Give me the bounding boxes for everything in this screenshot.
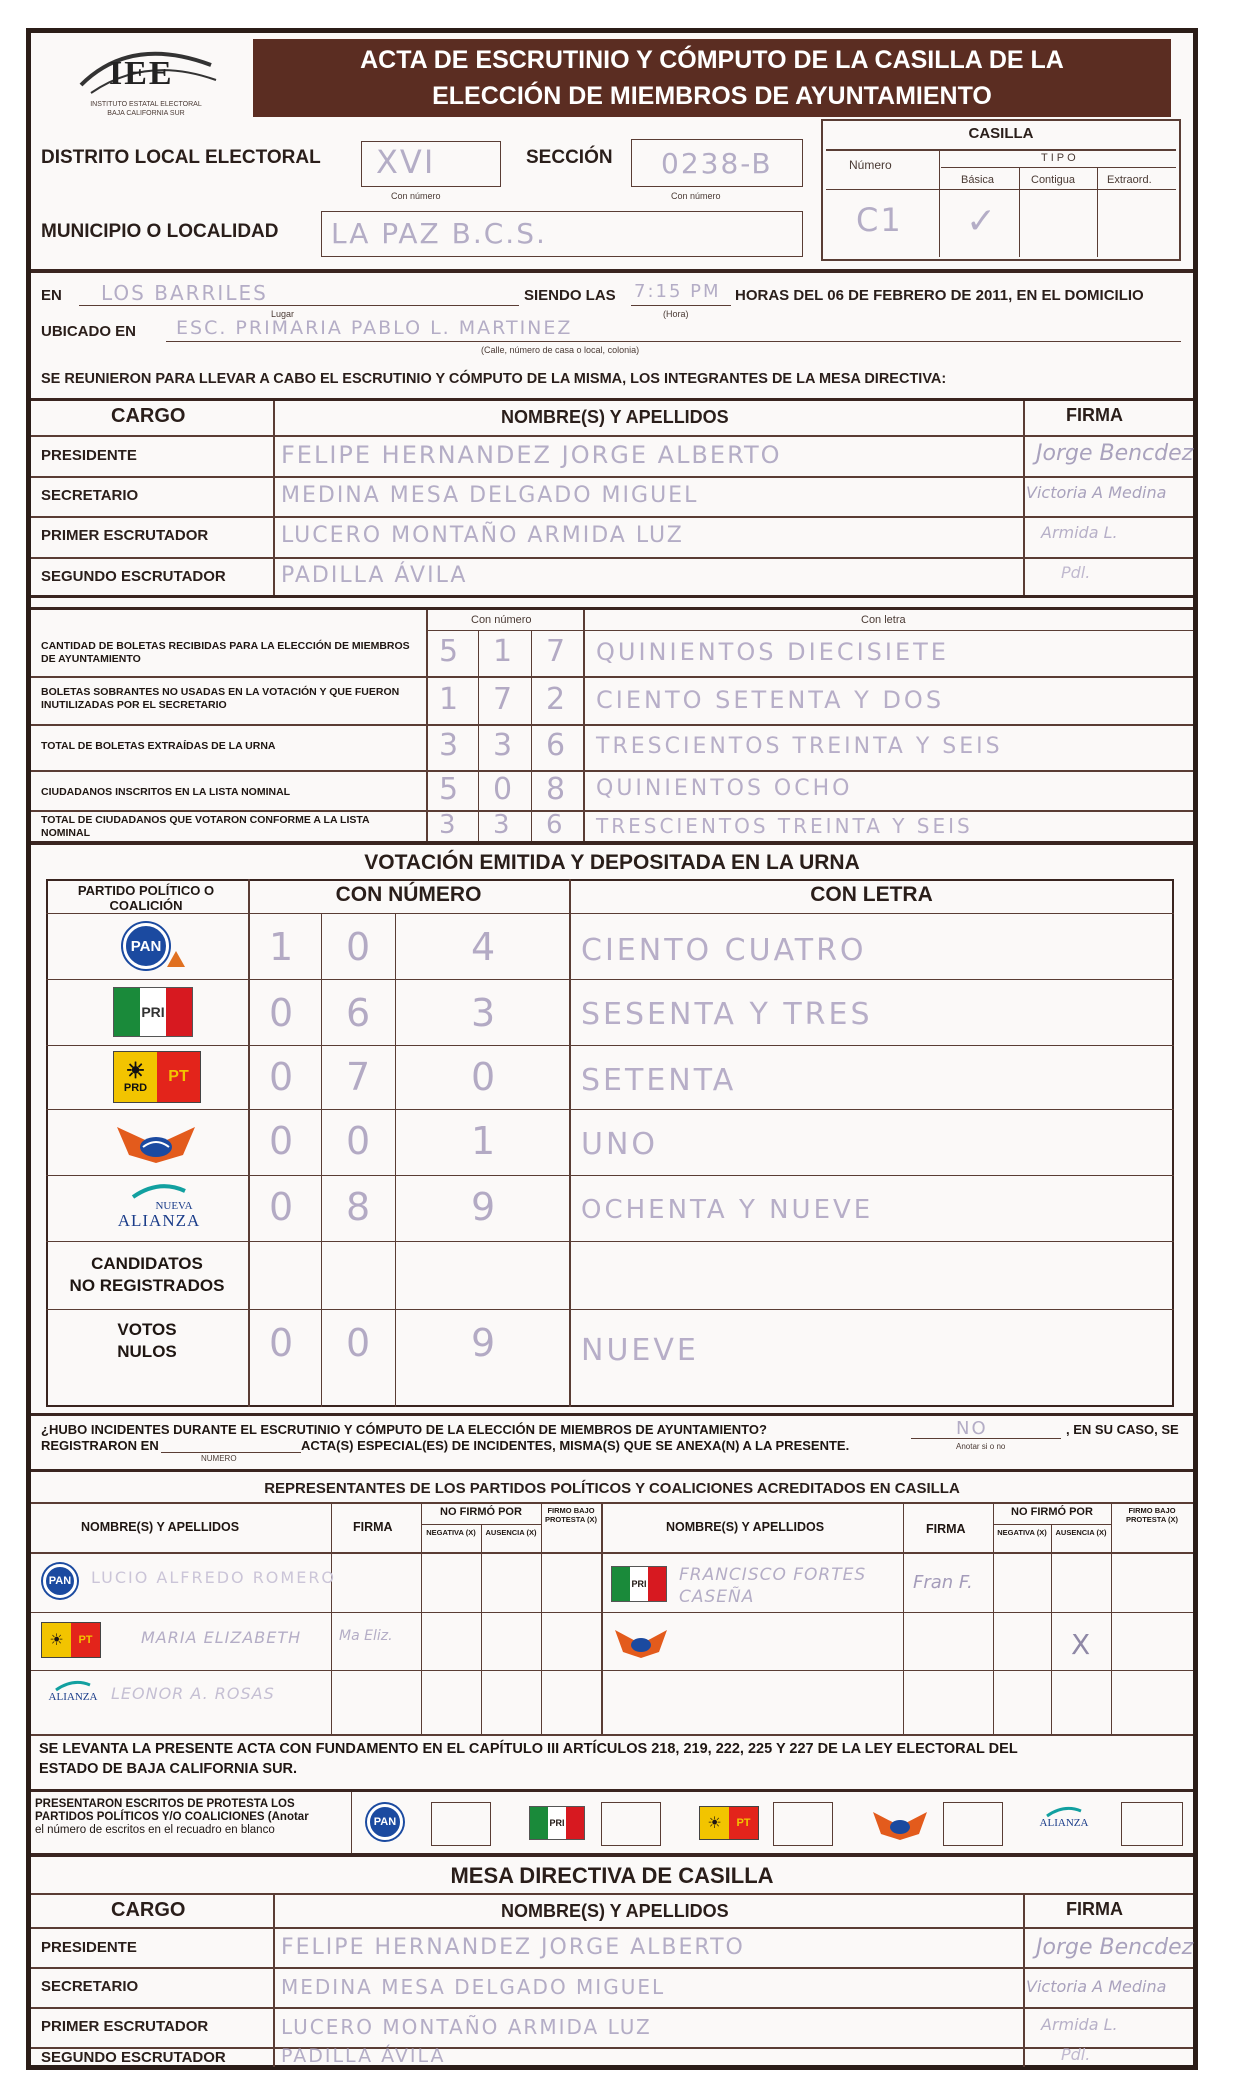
representantes-section	[31, 1469, 1193, 1739]
prd-pt-logo	[113, 1051, 201, 1103]
domicilio-value: ESC. PRIMARIA PABLO L. MARTINEZ	[176, 317, 573, 339]
mesa-top-cargo-2: PRIMER ESCRUTADOR	[41, 527, 209, 544]
nulos-label	[46, 1319, 248, 1363]
vot-d-0-2: 4	[471, 925, 496, 969]
mesa-bottom-cargo-header: CARGO	[111, 1899, 186, 1921]
rep-nofirmo-header-left: NO FIRMÓ POR	[440, 1506, 522, 1518]
rep-negativa-right: NEGATIVA (X)	[997, 1528, 1047, 1537]
mesa-bottom-name-0: FELIPE HERNANDEZ JORGE ALBERTO	[281, 1935, 745, 1960]
boletas-d-0-2: 7	[546, 634, 566, 669]
rep-nofirmo-header-right: NO FIRMÓ POR	[1011, 1506, 1093, 1518]
vot-d-3-2: 1	[471, 1119, 496, 1163]
seccion-label: SECCIÓN	[526, 147, 613, 168]
boletas-rule-head	[426, 630, 1193, 631]
mesa-bottom-name-2: LUCERO MONTAÑO ARMIDA LUZ	[281, 2015, 652, 2039]
rule-after-ids	[31, 269, 1193, 273]
vot-word-3: UNO	[581, 1127, 659, 1162]
lugar-value: LOS BARRILES	[101, 281, 268, 305]
rep-ausencia-right: AUSENCIA (X)	[1055, 1528, 1107, 1537]
protesta-line-3: el número de escritos en el recuadro en blanco	[35, 1824, 275, 1836]
boletas-con-numero: Con número	[471, 614, 532, 626]
mesa-top-row-1	[31, 476, 1193, 478]
boletas-d-1-1: 7	[493, 682, 513, 717]
boletas-word-2: TRESCIENTOS TREINTA Y SEIS	[596, 734, 1003, 759]
vot-row-6	[46, 1309, 1174, 1310]
rep-col-9	[1111, 1502, 1112, 1734]
protesta-pan-text: PAN	[373, 1816, 397, 1828]
vot-word-1: SESENTA Y TRES	[581, 997, 873, 1032]
vot-row-4	[46, 1175, 1174, 1176]
vot-d-3-1: 0	[346, 1119, 371, 1163]
mesa-bottom-nombres-header: NOMBRE(S) Y APELLIDOS	[501, 1901, 729, 1921]
mesa-top-cargo-3: SEGUNDO ESCRUTADOR	[41, 568, 226, 585]
vot-word-0: CIENTO CUATRO	[581, 933, 867, 968]
vot-row-1	[46, 979, 1174, 980]
incidentes-section	[31, 1413, 1193, 1469]
mesa-top-nombres-header: NOMBRE(S) Y APELLIDOS	[501, 407, 729, 427]
incidentes-anotar-caption: Anotar si o no	[956, 1442, 1006, 1451]
candidatos-line-2: NO REGISTRADOS	[69, 1276, 225, 1295]
boletas-con-letra: Con letra	[861, 614, 906, 626]
boletas-d-0-1: 1	[493, 634, 513, 669]
rep-prdpt-logo	[41, 1622, 101, 1658]
boletas-label-4: TOTAL DE CIUDADANOS QUE VOTARON CONFORME A LA LISTA NOMINAL	[41, 814, 370, 839]
rep-prd-sun-icon: ☀	[42, 1623, 71, 1657]
rep-col-6	[903, 1502, 904, 1734]
rep-left-name-1: MARIA ELIZABETH	[141, 1628, 302, 1647]
vot-word-4: OCHENTA Y NUEVE	[581, 1195, 874, 1225]
iee-logo	[71, 45, 221, 125]
rep-nombres-header-left: NOMBRE(S) Y APELLIDOS	[81, 1520, 240, 1534]
vot-d-6-0: 0	[269, 1321, 294, 1365]
boletas-label-2: TOTAL DE BOLETAS EXTRAÍDAS DE LA URNA	[41, 740, 276, 752]
mesa-bottom-row-0	[31, 1927, 1193, 1929]
title-banner	[253, 39, 1171, 117]
pt-logo-text: PT	[168, 1068, 189, 1085]
boletas-label-3: CIUDADANOS INSCRITOS EN LA LISTA NOMINAL	[41, 786, 291, 798]
incidentes-numero-line	[161, 1452, 301, 1453]
mesa-bottom-title: MESA DIRECTIVA DE CASILLA	[450, 1863, 774, 1888]
rep-nueva-logo	[41, 1680, 105, 1720]
rep-rule-bottom	[31, 1734, 1193, 1736]
boletas-word-1: CIENTO SETENTA Y DOS	[596, 686, 945, 714]
rep-rule-nofirmo-r	[993, 1524, 1111, 1525]
protesta-line-2: PARTIDOS POLÍTICOS Y/O COALICIONES (Anotar	[35, 1811, 309, 1823]
basica-label: Básica	[961, 174, 995, 186]
mesa-bottom-col-2	[1023, 1893, 1025, 2067]
incidentes-line-1: ¿HUBO INCIDENTES DURANTE EL ESCRUTINIO Y CÓMPUTO DE LA ELECCIÓN DE MIEMBROS DE AYUNTAMIENTO?	[41, 1422, 767, 1437]
rep-firmo-bajo-left: FIRMO BAJO PROTESTA (X)	[544, 1506, 598, 1524]
rep-col-3	[481, 1524, 482, 1734]
protesta-prdpt-box[interactable]	[773, 1802, 833, 1846]
protesta-line-1: PRESENTARON ESCRITOS DE PROTESTA LOS	[35, 1798, 295, 1810]
boletas-d-0-0: 5	[439, 634, 459, 669]
mesa-bottom-section	[31, 1859, 1193, 2067]
en-label: EN	[41, 287, 62, 304]
vot-d-2-2: 0	[471, 1055, 496, 1099]
numero-label: Número	[849, 158, 892, 172]
nueva-alianza-logo	[109, 1183, 209, 1235]
protesta-prd-sun-icon: ☀	[700, 1807, 729, 1839]
seccion-con-numero: Con número	[671, 191, 721, 201]
casilla-label: CASILLA	[968, 125, 1034, 142]
iee-caption-2: BAJA CALIFORNIA SUR	[107, 110, 185, 117]
votacion-title: VOTACIÓN EMITIDA Y DEPOSITADA EN LA URNA	[364, 851, 860, 874]
domicilio-caption: (Calle, número de casa o local, colonia)	[481, 345, 640, 355]
rep-left-firma-1: Ma Eliz.	[339, 1628, 393, 1644]
nulos-line-1: VOTOS	[117, 1320, 177, 1339]
encuentro-logo	[113, 1117, 199, 1167]
boletas-d-4-2: 6	[546, 810, 563, 840]
rep-ausencia-left: AUSENCIA (X)	[485, 1528, 537, 1537]
nulos-line-2: NULOS	[117, 1342, 177, 1361]
boletas-d-3-0: 5	[439, 772, 459, 807]
casilla-col-3	[1097, 167, 1098, 257]
mesa-top-firma-2: Armida L.	[1041, 523, 1118, 542]
prd-logo-text: PRD	[123, 1082, 148, 1094]
distrito-con-numero: Con número	[391, 191, 441, 201]
rep-col-4	[541, 1502, 542, 1734]
rep-firma-header-right: FIRMA	[926, 1522, 966, 1536]
vot-d-1-1: 6	[346, 991, 371, 1035]
vot-row-5	[46, 1241, 1174, 1242]
boletas-row-3	[31, 770, 1193, 772]
boletas-word-3: QUINIENTOS OCHO	[596, 776, 853, 801]
pan-logo-text: PAN	[130, 937, 162, 955]
vot-d-4-0: 0	[269, 1185, 294, 1229]
rep-col-1	[331, 1502, 332, 1734]
basica-check: ✓	[966, 201, 999, 242]
protesta-pri-text: PRI	[549, 1818, 565, 1828]
protesta-nueva-text: ALIANZA	[1039, 1817, 1089, 1829]
iee-caption-1: INSTITUTO ESTATAL ELECTORAL	[90, 101, 202, 108]
fundamento-line-1: SE LEVANTA LA PRESENTE ACTA CON FUNDAMENTO EN EL CAPÍTULO III ARTÍCULOS 218, 219, 222, 225 Y 227 DE LA LEY ELECTORAL DEL	[39, 1741, 1018, 1757]
domicilio-underline	[166, 341, 1181, 342]
rep-col-7	[993, 1502, 994, 1734]
casilla-rule-3	[826, 189, 1176, 190]
mesa-top-cargo-1: SECRETARIO	[41, 487, 139, 504]
rep-pri-logo	[611, 1566, 667, 1602]
mesa-bottom-firma-header: FIRMA	[1066, 1899, 1123, 1919]
rep-col-8	[1051, 1524, 1052, 1734]
rep-pt-logo-text: PT	[78, 1634, 93, 1646]
vot-row-0	[46, 913, 248, 914]
partido-header: PARTIDO POLÍTICO O COALICIÓN	[77, 883, 215, 913]
title-line-1: ACTA DE ESCRUTINIO Y CÓMPUTO DE LA CASILLA DE LA	[360, 46, 1064, 74]
boletas-d-2-1: 3	[493, 728, 513, 763]
rep-pan-logo	[43, 1564, 77, 1598]
vot-con-letra-header: CON LETRA	[810, 883, 933, 906]
rep-right-firma-0: Fran F.	[913, 1572, 973, 1593]
vot-col-2	[321, 913, 322, 1407]
rep-rule-title	[31, 1502, 1193, 1504]
boletas-row-2	[31, 724, 1193, 726]
reunieron-text: SE REUNIERON PARA LLEVAR A CABO EL ESCRUTINIO Y CÓMPUTO DE LA MISMA, LOS INTEGRANTES DE LA MESA DIRECTIVA:	[41, 371, 947, 387]
prd-sun-icon: ☀	[125, 1058, 146, 1083]
distrito-label: DISTRITO LOCAL ELECTORAL	[41, 147, 321, 168]
protesta-prdpt-logo	[699, 1806, 759, 1840]
vot-d-6-1: 0	[346, 1321, 371, 1365]
vot-word-2: SETENTA	[581, 1063, 737, 1098]
mesa-bottom-firma-2: Armida L.	[1041, 2015, 1118, 2034]
rep-rule-r2	[31, 1670, 1193, 1671]
protesta-section	[31, 1789, 1193, 1857]
seccion-value: 0238-B	[661, 147, 773, 180]
nueva-alianza-swoosh-icon	[129, 1183, 189, 1201]
pan-logo-flame	[167, 951, 185, 967]
municipio-label: MUNICIPIO O LOCALIDAD	[41, 221, 279, 242]
vot-row-2	[46, 1045, 1174, 1046]
protesta-pri-box[interactable]	[601, 1802, 661, 1846]
incidentes-line-2b: ACTA(S) ESPECIAL(ES) DE INCIDENTES, MISMA(S) QUE SE ANEXA(N) A LA PRESENTE.	[301, 1438, 850, 1453]
rep-col-2	[421, 1502, 422, 1734]
vot-d-4-2: 9	[471, 1185, 496, 1229]
rep-col-mid	[601, 1502, 603, 1734]
casilla-col-2	[1019, 167, 1020, 257]
mesa-bottom-firma-3: Pdl.	[1061, 2045, 1091, 2064]
boletas-label-0: CANTIDAD DE BOLETAS RECIBIDAS PARA LA ELECCIÓN DE MIEMBROS DE AYUNTAMIENTO	[41, 640, 410, 665]
iee-logo-text: IEE	[109, 55, 174, 92]
vot-col-1	[248, 879, 250, 1407]
rep-left-name-2: LEONOR A. ROSAS	[111, 1684, 275, 1703]
rep-rule-head	[31, 1552, 1193, 1554]
boletas-label-1: BOLETAS SOBRANTES NO USADAS EN LA VOTACIÓN Y QUE FUERON INUTILIZADAS POR EL SECRETARIO	[41, 686, 400, 711]
boletas-d-2-2: 6	[546, 728, 566, 763]
mesa-top-firma-1: Victoria A Medina	[1026, 483, 1167, 502]
boletas-d-2-0: 3	[439, 728, 459, 763]
mesa-top-name-2: LUCERO MONTAÑO ARMIDA LUZ	[281, 523, 684, 548]
candidatos-line-1: CANDIDATOS	[91, 1254, 203, 1273]
rep-nombres-header-right: NOMBRE(S) Y APELLIDOS	[666, 1520, 825, 1534]
vot-d-0-0: 1	[269, 925, 294, 969]
boletas-col-a	[426, 610, 428, 842]
rep-right-ausencia-1: X	[1071, 1628, 1091, 1661]
mesa-bottom-name-3: PADILLA ÁVILA	[281, 2045, 446, 2067]
mesa-top-table	[31, 398, 1193, 598]
mesa-bottom-cargo-3: SEGUNDO ESCRUTADOR	[41, 2049, 226, 2066]
incidentes-numero-caption: NUMERO	[201, 1454, 237, 1463]
boletas-d-4-0: 3	[439, 810, 456, 840]
boletas-word-0: QUINIENTOS DIECISIETE	[596, 638, 949, 666]
incidentes-answer: NO	[956, 1418, 988, 1439]
hora-caption: (Hora)	[663, 309, 689, 319]
pri-logo	[113, 987, 193, 1037]
hora-value: 7:15 PM	[634, 281, 721, 302]
casilla-rule-2	[941, 167, 1176, 168]
mesa-top-firma-3: Pdl.	[1061, 563, 1091, 582]
acta-sheet	[26, 28, 1198, 2070]
rep-firma-header-left: FIRMA	[353, 1520, 393, 1534]
pri-logo-text: PRI	[141, 1004, 165, 1020]
vot-d-1-0: 0	[269, 991, 294, 1035]
rep-rule-nofirmo-l	[421, 1524, 541, 1525]
mesa-top-row-0	[31, 435, 1193, 437]
municipio-value: LA PAZ B.C.S.	[331, 217, 547, 250]
protesta-pan-box[interactable]	[431, 1802, 491, 1846]
title-line-2: ELECCIÓN DE MIEMBROS DE AYUNTAMIENTO	[432, 82, 992, 110]
casilla-numero-value: C1	[856, 201, 903, 239]
rep-rule-r1	[31, 1612, 1193, 1613]
rep-nueva-text: ALIANZA	[48, 1691, 98, 1703]
rep-encuentro-logo	[613, 1622, 669, 1660]
mesa-top-name-1: MEDINA MESA DELGADO MIGUEL	[281, 483, 699, 508]
mesa-bottom-name-1: MEDINA MESA DELGADO MIGUEL	[281, 1975, 666, 1999]
nueva-logo-line-1: NUEVA	[155, 1200, 193, 1212]
rep-negativa-left: NEGATIVA (X)	[426, 1528, 476, 1537]
pan-logo	[123, 923, 169, 969]
encuentro-logo-icon	[113, 1117, 199, 1167]
mesa-bottom-rule-title	[31, 1893, 1193, 1895]
vot-d-3-0: 0	[269, 1119, 294, 1163]
rep-pri-logo-text: PRI	[631, 1579, 647, 1589]
vot-row-head	[248, 913, 1174, 914]
mesa-top-firma-0: Jorge Bencdez	[1036, 441, 1194, 466]
boletas-d-3-2: 8	[546, 772, 566, 807]
hora-underline	[631, 305, 731, 306]
mesa-bottom-row-1	[31, 1967, 1193, 1969]
rep-pan-logo-text: PAN	[48, 1575, 72, 1587]
tipo-label: TIPO	[1041, 152, 1079, 164]
mesa-bottom-firma-1: Victoria A Medina	[1026, 1977, 1167, 1996]
vot-row-3	[46, 1109, 1174, 1110]
extraord-label: Extraord.	[1107, 174, 1152, 186]
siendo-label: SIENDO LAS	[524, 287, 616, 304]
ubicado-label: UBICADO EN	[41, 323, 137, 340]
protesta-encuentro-logo	[871, 1804, 929, 1842]
vot-d-2-1: 7	[346, 1055, 371, 1099]
mesa-bottom-cargo-2: PRIMER ESCRUTADOR	[41, 2018, 209, 2035]
protesta-nueva-logo	[1031, 1806, 1097, 1842]
vot-col-4	[569, 879, 571, 1407]
vot-d-0-1: 0	[346, 925, 371, 969]
boletas-d-3-1: 0	[493, 772, 513, 807]
representantes-title: REPRESENTANTES DE LOS PARTIDOS POLÍTICOS Y COALICIONES ACREDITADOS EN CASILLA	[264, 1480, 960, 1497]
vot-d-2-0: 0	[269, 1055, 294, 1099]
mesa-top-name-0: FELIPE HERNANDEZ JORGE ALBERTO	[281, 441, 782, 469]
boletas-row-1	[31, 676, 1193, 678]
contigua-label: Contigua	[1031, 174, 1076, 186]
casilla-rule-1	[826, 149, 1176, 151]
protesta-pt-text: PT	[736, 1817, 751, 1829]
rep-right-name-0: FRANCISCO FORTES CASEÑA	[679, 1565, 867, 1607]
vot-col-3	[395, 913, 396, 1407]
boletas-word-4: TRESCIENTOS TREINTA Y SEIS	[596, 814, 973, 838]
mesa-bottom-cargo-0: PRESIDENTE	[41, 1939, 137, 1956]
mesa-top-cargo-0: PRESIDENTE	[41, 447, 137, 464]
horas-del-label: HORAS DEL 06 DE FEBRERO DE 2011, EN EL DOMICILIO	[735, 287, 1144, 304]
protesta-encuentro-box[interactable]	[943, 1802, 1003, 1846]
boletas-d-4-1: 3	[493, 810, 510, 840]
mesa-top-col-2	[1023, 401, 1025, 595]
boletas-d-1-0: 1	[439, 682, 459, 717]
mesa-top-row-3	[31, 557, 1193, 559]
distrito-value: XVI	[376, 143, 436, 181]
incidentes-line-1-end: , EN SU CASO, SE	[1066, 1422, 1179, 1437]
lugar-caption: Lugar	[271, 309, 295, 319]
mesa-top-row-2	[31, 516, 1193, 518]
casilla-col-1	[939, 149, 940, 257]
mesa-bottom-row-2	[31, 2007, 1193, 2009]
protesta-encuentro-icon	[871, 1804, 929, 1842]
rep-left-name-0: LUCIO ALFREDO ROMERO	[91, 1568, 337, 1587]
vot-d-6-2: 9	[471, 1321, 496, 1365]
mesa-top-name-3: PADILLA ÁVILA	[281, 563, 468, 588]
protesta-text	[35, 1798, 347, 1837]
candidatos-label	[46, 1253, 248, 1297]
protesta-pan-logo	[367, 1804, 403, 1840]
incidentes-line-2a: REGISTRARON EN	[41, 1438, 159, 1453]
mesa-bottom-cargo-1: SECRETARIO	[41, 1978, 139, 1995]
fundamento-line-2: ESTADO DE BAJA CALIFORNIA SUR.	[39, 1761, 298, 1777]
mesa-top-col-1	[273, 401, 275, 595]
mesa-bottom-col-1	[273, 1893, 275, 2067]
vot-con-numero-header: CON NÚMERO	[335, 883, 482, 906]
boletas-d-1-2: 2	[546, 682, 566, 717]
vot-d-1-2: 3	[471, 991, 496, 1035]
boletas-col-d	[583, 610, 585, 842]
mesa-top-cargo-header: CARGO	[111, 405, 186, 427]
mesa-top-firma-header: FIRMA	[1066, 405, 1123, 425]
protesta-divider	[351, 1792, 352, 1853]
protesta-nueva-box[interactable]	[1121, 1802, 1183, 1846]
boletas-table	[31, 607, 1193, 839]
protesta-pri-logo	[529, 1806, 585, 1840]
lugar-underline	[79, 305, 519, 306]
rep-encuentro-icon	[613, 1622, 669, 1660]
vot-d-4-1: 8	[346, 1185, 371, 1229]
rep-firmo-bajo-right: FIRMO BAJO PROTESTA (X)	[1125, 1506, 1179, 1524]
votacion-section	[31, 841, 1193, 1413]
mesa-bottom-firma-0: Jorge Bencdez	[1036, 1935, 1194, 1960]
fundamento-section	[31, 1739, 1193, 1787]
nueva-logo-line-2: ALIANZA	[117, 1211, 201, 1230]
vot-word-6: NUEVE	[581, 1333, 699, 1368]
boletas-row-4	[31, 810, 1193, 812]
